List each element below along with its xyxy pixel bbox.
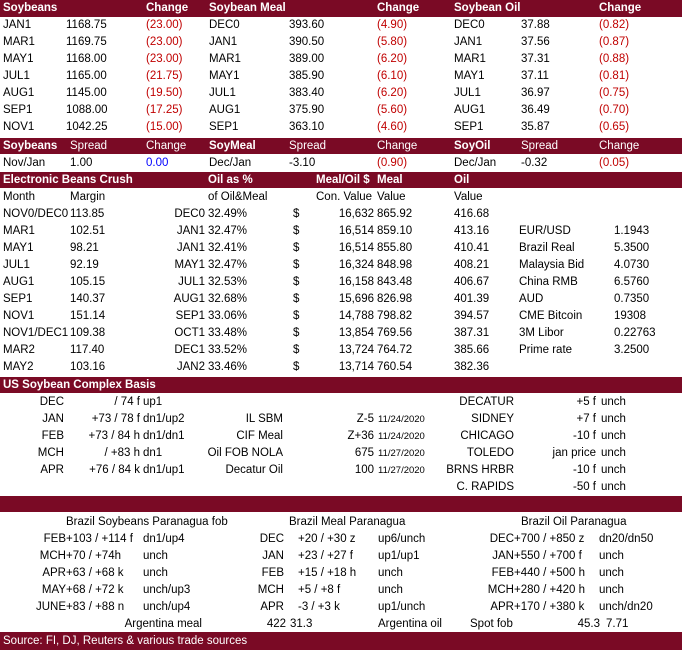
beans-month: JUNE — [35, 601, 66, 613]
dollar-sign: $ — [293, 327, 300, 339]
dollar-sign: $ — [293, 293, 300, 305]
con-value: 16,158 — [338, 276, 374, 288]
argentina-meal-change: 31.3 — [290, 618, 313, 630]
con-value: 13,724 — [338, 344, 374, 356]
meal-change: (5.60) — [377, 104, 408, 116]
basis-right-change: unch — [601, 464, 626, 476]
con-value: 16,514 — [338, 242, 374, 254]
oil-pct: 32.47% — [208, 225, 248, 237]
soybean-change: (21.75) — [146, 70, 183, 82]
meal-price: 375.90 — [289, 104, 325, 116]
futures-header-bar — [0, 0, 682, 17]
oil-pct: 33.52% — [208, 344, 248, 356]
soybean-oil-header: Soybean Oil — [454, 2, 521, 14]
meal-oil-header: Meal/Oil $ — [316, 174, 370, 186]
basis-right-change: unch — [601, 413, 626, 425]
fx-value: 1.1943 — [614, 225, 650, 237]
basis-right-value: -10 f — [572, 464, 596, 476]
oil-change: unch — [599, 550, 624, 562]
meal-month: JUL1 — [209, 87, 236, 99]
basis-value: / 74 f — [114, 396, 140, 408]
basis-right-change: unch — [601, 396, 626, 408]
beans-month: FEB — [43, 533, 66, 545]
oil-pct: 33.46% — [208, 361, 248, 373]
beans-basis: +68 / +72 k — [66, 584, 124, 596]
oil-month: MAY1 — [174, 259, 205, 271]
oil-value: 385.66 — [454, 344, 490, 356]
oil-month: AUG1 — [173, 293, 205, 305]
soybean-price: 1168.75 — [66, 19, 107, 31]
crush-margin: 109.38 — [70, 327, 106, 339]
meal-basis: +20 / +30 z — [298, 533, 356, 545]
oil-month: MAY1 — [454, 70, 485, 82]
oil-change: (0.70) — [599, 104, 630, 116]
oil-month: SEP1 — [454, 121, 484, 133]
oil-change: dn20/dn50 — [599, 533, 654, 545]
argentina-oil-value: 45.3 — [577, 618, 600, 630]
oil-change: (0.65) — [599, 121, 630, 133]
spread-header: Spread — [521, 140, 559, 152]
con-value: 14,788 — [338, 310, 374, 322]
oil-change: (0.88) — [599, 53, 630, 65]
meal-month: FEB — [261, 567, 284, 579]
basis-change: dn1 — [143, 447, 163, 459]
oil-month: AUG1 — [454, 104, 486, 116]
meal-change: (4.60) — [377, 121, 408, 133]
spot-fob-label: Spot fob — [470, 618, 513, 630]
spread-header: Spread — [289, 140, 327, 152]
soybean-change: (19.50) — [146, 87, 183, 99]
meal-value: 764.72 — [377, 344, 413, 356]
beans-month: MAY — [41, 584, 66, 596]
oil-value: 382.36 — [454, 361, 490, 373]
spread-soymeal-header: SoyMeal — [209, 140, 256, 152]
con-value: 16,514 — [338, 225, 374, 237]
crush-margin: 92.19 — [70, 259, 99, 271]
basis-month: FEB — [41, 430, 64, 442]
oil-value-subheader: Value — [454, 191, 483, 203]
dollar-sign: $ — [293, 208, 300, 220]
beans-month: MCH — [39, 550, 66, 562]
oil-value: 387.31 — [454, 327, 490, 339]
beans-change: unch — [143, 567, 168, 579]
soybean-change: (15.00) — [146, 121, 183, 133]
beans-basis: +103 / +114 f — [66, 533, 133, 545]
margin-subheader: Margin — [70, 191, 106, 203]
soybean-price: 1042.25 — [66, 121, 108, 133]
change-header: Change — [146, 140, 187, 152]
oil-pct: 33.06% — [208, 310, 248, 322]
beans-basis: +70 / +74h — [66, 550, 121, 562]
basis-right-value: -10 f — [572, 430, 596, 442]
brazil-soybeans-title: Brazil Soybeans Paranagua fob — [66, 516, 228, 528]
meal-month: APR — [260, 601, 284, 613]
fx-value: 4.0730 — [614, 259, 650, 271]
oil-pct: 32.47% — [208, 259, 248, 271]
soybean-month: AUG1 — [3, 87, 35, 99]
oil-price: 37.56 — [521, 36, 550, 48]
meal-change: (6.10) — [377, 70, 408, 82]
oil-month: JUL1 — [178, 276, 205, 288]
oil-meal-subheader: of Oil&Meal — [208, 191, 268, 203]
soybean-month: JUL1 — [3, 70, 30, 82]
meal-basis: -3 / +3 k — [298, 601, 340, 613]
oil-price: 35.87 — [521, 121, 550, 133]
oil-pct: 32.41% — [208, 242, 248, 254]
oil-month: APR — [490, 601, 514, 613]
meal-value: 865.92 — [377, 208, 413, 220]
meal-header: Meal — [377, 174, 403, 186]
soybean-month: MAR1 — [3, 36, 35, 48]
dollar-sign: $ — [293, 259, 300, 271]
fx-label: Brazil Real — [519, 242, 575, 254]
fx-label: AUD — [519, 293, 544, 305]
soybean-month: NOV1 — [3, 121, 35, 133]
soybean-month: MAY1 — [3, 53, 34, 65]
crush-month: JUL1 — [3, 259, 30, 271]
basis-month: APR — [40, 464, 64, 476]
fx-value: 0.7350 — [614, 293, 650, 305]
fx-value: 6.5760 — [614, 276, 650, 288]
basis-location: C. RAPIDS — [456, 481, 514, 493]
meal-change: (6.20) — [377, 87, 408, 99]
meal-price: 393.60 — [289, 19, 325, 31]
change-header: Change — [377, 140, 418, 152]
basis-change: up1 — [143, 396, 163, 408]
crush-month: SEP1 — [3, 293, 33, 305]
oil-month: JAN1 — [454, 36, 483, 48]
spread-month: Dec/Jan — [454, 157, 497, 169]
oil-value: 413.16 — [454, 225, 490, 237]
brazil-top-bar — [0, 497, 682, 512]
crush-month: MAY1 — [3, 242, 34, 254]
crush-margin: 117.40 — [70, 344, 105, 356]
oil-value: 408.21 — [454, 259, 490, 271]
meal-basis: +5 / +8 f — [298, 584, 341, 596]
meal-price: 363.10 — [289, 121, 325, 133]
beans-change: unch — [143, 550, 168, 562]
meal-change: up6/unch — [378, 533, 426, 545]
crush-month: AUG1 — [3, 276, 35, 288]
oil-month: DEC0 — [454, 19, 485, 31]
spread-value: -0.32 — [521, 157, 548, 169]
change-header: Change — [146, 2, 189, 14]
meal-change: up1/up1 — [378, 550, 420, 562]
meal-change: unch — [378, 584, 403, 596]
oil-value: 394.57 — [454, 310, 490, 322]
basis-location: BRNS HRBR — [446, 464, 514, 476]
argentina-oil-change: 7.71 — [606, 618, 629, 630]
meal-value: 855.80 — [377, 242, 413, 254]
dollar-sign: $ — [293, 242, 300, 254]
basis-location: Oil FOB NOLA — [207, 447, 283, 459]
meal-month: JAN — [262, 550, 284, 562]
beans-change: unch/up4 — [143, 601, 191, 613]
crush-margin: 105.15 — [70, 276, 106, 288]
soybean-month: SEP1 — [3, 104, 33, 116]
dollar-sign: $ — [293, 225, 300, 237]
basis-right-change: unch — [601, 481, 626, 493]
basis-location: CHICAGO — [460, 430, 514, 442]
basis-location: DECATUR — [459, 396, 514, 408]
fx-label: 3M Libor — [519, 327, 564, 339]
con-value: 15,696 — [338, 293, 374, 305]
fx-label: Prime rate — [519, 344, 573, 356]
crush-margin: 103.16 — [70, 361, 106, 373]
oil-pct-header: Oil as % — [208, 174, 253, 186]
dollar-sign: $ — [293, 361, 300, 373]
basis-value: +73 / 84 h — [88, 430, 140, 442]
soybean-price: 1169.75 — [66, 36, 107, 48]
oil-change: unch/dn20 — [599, 601, 653, 613]
oil-change: unch — [599, 567, 624, 579]
oil-month: DEC0 — [174, 208, 205, 220]
basis-right-value: -50 f — [572, 481, 596, 493]
fx-label: Malaysia Bid — [519, 259, 585, 271]
oil-month: MCH — [487, 584, 514, 596]
meal-change: unch — [378, 567, 403, 579]
argentina-meal-label: Argentina meal — [124, 618, 202, 630]
basis-change: dn1/dn1 — [143, 430, 185, 442]
soybean-price: 1165.00 — [66, 70, 107, 82]
spread-header: Spread — [70, 140, 108, 152]
basis-month: DEC — [39, 396, 64, 408]
basis-location: SIDNEY — [471, 413, 514, 425]
meal-value: 769.56 — [377, 327, 413, 339]
fx-label: China RMB — [519, 276, 578, 288]
spread-month: Dec/Jan — [209, 157, 252, 169]
oil-price: 36.97 — [521, 87, 550, 99]
oil-pct: 32.68% — [208, 293, 248, 305]
oil-month: MAR1 — [454, 53, 486, 65]
oil-month: JUL1 — [454, 87, 481, 99]
meal-value: 848.98 — [377, 259, 413, 271]
meal-change: (4.90) — [377, 19, 408, 31]
basis-date: 11/24/2020 — [378, 414, 425, 425]
dollar-sign: $ — [293, 344, 300, 356]
crush-month: MAR2 — [3, 344, 35, 356]
soybean-change: (23.00) — [146, 53, 183, 65]
meal-value: 843.48 — [377, 276, 413, 288]
spread-value: 1.00 — [70, 157, 93, 169]
argentina-meal-value: 422 — [266, 618, 286, 630]
basis-right-value: +5 f — [576, 396, 596, 408]
oil-pct: 32.49% — [208, 208, 248, 220]
spread-soyoil-header: SoyOil — [454, 140, 491, 152]
soybean-change: (23.00) — [146, 36, 183, 48]
basis-change: dn1/up2 — [143, 413, 185, 425]
oil-price: 37.11 — [521, 70, 549, 82]
beans-basis: +83 / +88 n — [66, 601, 125, 613]
crush-month: NOV1/DEC1 — [3, 327, 69, 339]
oil-value: 401.39 — [454, 293, 490, 305]
meal-change: up1/unch — [378, 601, 426, 613]
oil-change: (0.81) — [599, 70, 630, 82]
oil-month: JAN1 — [176, 225, 205, 237]
oil-month: JAN1 — [176, 242, 205, 254]
argentina-oil-label: Argentina oil — [378, 618, 442, 630]
con-value: 13,714 — [338, 361, 374, 373]
basis-right-value: +7 f — [576, 413, 596, 425]
basis-month: JAN — [42, 413, 64, 425]
crush-margin: 102.51 — [70, 225, 106, 237]
beans-change: unch/up3 — [143, 584, 191, 596]
fx-value: 5.3500 — [614, 242, 650, 254]
spread-change: (0.90) — [377, 157, 408, 169]
oil-pct: 32.53% — [208, 276, 248, 288]
crush-margin: 140.37 — [70, 293, 106, 305]
meal-month: AUG1 — [209, 104, 241, 116]
oil-basis: +170 / +380 k — [514, 601, 585, 613]
basis-value: / +83 h — [104, 447, 140, 459]
meal-month: SEP1 — [209, 121, 239, 133]
soybean-change: (17.25) — [146, 104, 183, 116]
oil-month: DEC1 — [174, 344, 205, 356]
meal-change: (6.20) — [377, 53, 408, 65]
basis-location: CIF Meal — [236, 430, 283, 442]
basis-date: 11/27/2020 — [378, 465, 425, 476]
crush-margin: 113.85 — [70, 208, 105, 220]
oil-change: (0.82) — [599, 19, 630, 31]
meal-price: 383.40 — [289, 87, 325, 99]
soybean-meal-header: Soybean Meal — [209, 2, 286, 14]
meal-month: MAR1 — [209, 53, 241, 65]
brazil-oil-title: Brazil Oil Paranagua — [521, 516, 627, 528]
crush-month: NOV1 — [3, 310, 35, 322]
meal-change: (5.80) — [377, 36, 408, 48]
basis-month: MCH — [37, 447, 64, 459]
meal-value-subheader: Value — [377, 191, 406, 203]
basis-right-change: unch — [601, 430, 626, 442]
dollar-sign: $ — [293, 276, 300, 288]
fx-label: CME Bitcoin — [519, 310, 583, 322]
oil-pct: 33.48% — [208, 327, 248, 339]
crush-month: MAR1 — [3, 225, 35, 237]
meal-month: MAY1 — [209, 70, 240, 82]
basis-location: Decatur Oil — [225, 464, 283, 476]
oil-change: (0.75) — [599, 87, 630, 99]
oil-change: (0.87) — [599, 36, 630, 48]
basis-mid-value: Z-5 — [356, 413, 374, 425]
oil-price: 37.88 — [521, 19, 550, 31]
oil-month: JAN2 — [176, 361, 205, 373]
basis-mid-value: Z+36 — [347, 430, 374, 442]
meal-month: JAN1 — [209, 36, 238, 48]
meal-price: 385.90 — [289, 70, 325, 82]
oil-header: Oil — [454, 174, 470, 186]
change-header: Change — [599, 2, 642, 14]
basis-change: dn1/up1 — [143, 464, 185, 476]
basis-value: +73 / 78 f — [91, 413, 140, 425]
meal-month: MCH — [257, 584, 284, 596]
basis-mid-value: 675 — [354, 447, 374, 459]
oil-price: 37.31 — [521, 53, 550, 65]
oil-value: 410.41 — [454, 242, 490, 254]
meal-price: 390.50 — [289, 36, 325, 48]
crush-margin: 98.21 — [70, 242, 99, 254]
oil-basis: +280 / +420 h — [514, 584, 585, 596]
change-header: Change — [599, 140, 640, 152]
brazil-meal-title: Brazil Meal Paranagua — [289, 516, 406, 528]
soybean-price: 1145.00 — [66, 87, 107, 99]
soybean-change: (23.00) — [146, 19, 183, 31]
fx-value: 19308 — [614, 310, 646, 322]
meal-month: DEC0 — [209, 19, 240, 31]
spread-value: -3.10 — [289, 157, 316, 169]
meal-basis: +15 / +18 h — [298, 567, 357, 579]
basis-title: US Soybean Complex Basis — [3, 379, 156, 391]
oil-change: unch — [599, 584, 624, 596]
meal-month: DEC — [259, 533, 284, 545]
meal-value: 760.54 — [377, 361, 413, 373]
con-value: 16,324 — [338, 259, 374, 271]
oil-basis: +700 / +850 z — [514, 533, 585, 545]
beans-month: APR — [42, 567, 66, 579]
crush-month: MAY2 — [3, 361, 34, 373]
oil-price: 36.49 — [521, 104, 550, 116]
oil-month: DEC — [489, 533, 514, 545]
oil-month: FEB — [491, 567, 514, 579]
basis-location: TOLEDO — [466, 447, 514, 459]
spread-month: Nov/Jan — [3, 157, 46, 169]
meal-value: 859.10 — [377, 225, 413, 237]
change-header: Change — [377, 2, 420, 14]
oil-value: 416.68 — [454, 208, 490, 220]
oil-value: 406.67 — [454, 276, 490, 288]
dollar-sign: $ — [293, 310, 300, 322]
basis-mid-value: 100 — [354, 464, 374, 476]
meal-value: 798.82 — [377, 310, 413, 322]
con-value: 16,632 — [338, 208, 374, 220]
fx-value: 3.2500 — [614, 344, 650, 356]
fx-value: 0.22763 — [614, 327, 656, 339]
meal-value: 826.98 — [377, 293, 413, 305]
beans-basis: +63 / +68 k — [66, 567, 124, 579]
fx-label: EUR/USD — [519, 225, 571, 237]
con-value-subheader: Con. Value — [316, 191, 373, 203]
soybean-month: JAN1 — [3, 19, 32, 31]
meal-basis: +23 / +27 f — [298, 550, 353, 562]
basis-right-change: unch — [601, 447, 626, 459]
oil-month: SEP1 — [175, 310, 205, 322]
basis-right-value: jan price — [552, 447, 596, 459]
oil-month: JAN — [492, 550, 514, 562]
basis-location: IL SBM — [245, 413, 283, 425]
spread-change: 0.00 — [146, 157, 169, 169]
basis-date: 11/24/2020 — [378, 431, 425, 442]
soybeans-header: Soybeans — [3, 2, 58, 14]
basis-value: +76 / 84 k — [89, 464, 140, 476]
oil-basis: +550 / +700 f — [514, 550, 582, 562]
crush-title: Electronic Beans Crush — [3, 174, 133, 186]
meal-price: 389.00 — [289, 53, 325, 65]
con-value: 13,854 — [338, 327, 374, 339]
soybean-price: 1088.00 — [66, 104, 108, 116]
beans-change: dn1/up4 — [143, 533, 185, 545]
month-subheader: Month — [3, 191, 35, 203]
source-footer: Source: FI, DJ, Reuters & various trade sources — [3, 635, 248, 647]
spread-soybeans-header: Soybeans — [3, 140, 58, 152]
spread-change: (0.05) — [599, 157, 630, 169]
basis-date: 11/27/2020 — [378, 448, 425, 459]
crush-margin: 151.14 — [70, 310, 106, 322]
oil-month: OCT1 — [174, 327, 205, 339]
soybean-price: 1168.00 — [66, 53, 107, 65]
oil-basis: +440 / +500 h — [514, 567, 585, 579]
crush-month: NOV0/DEC0 — [3, 208, 69, 220]
